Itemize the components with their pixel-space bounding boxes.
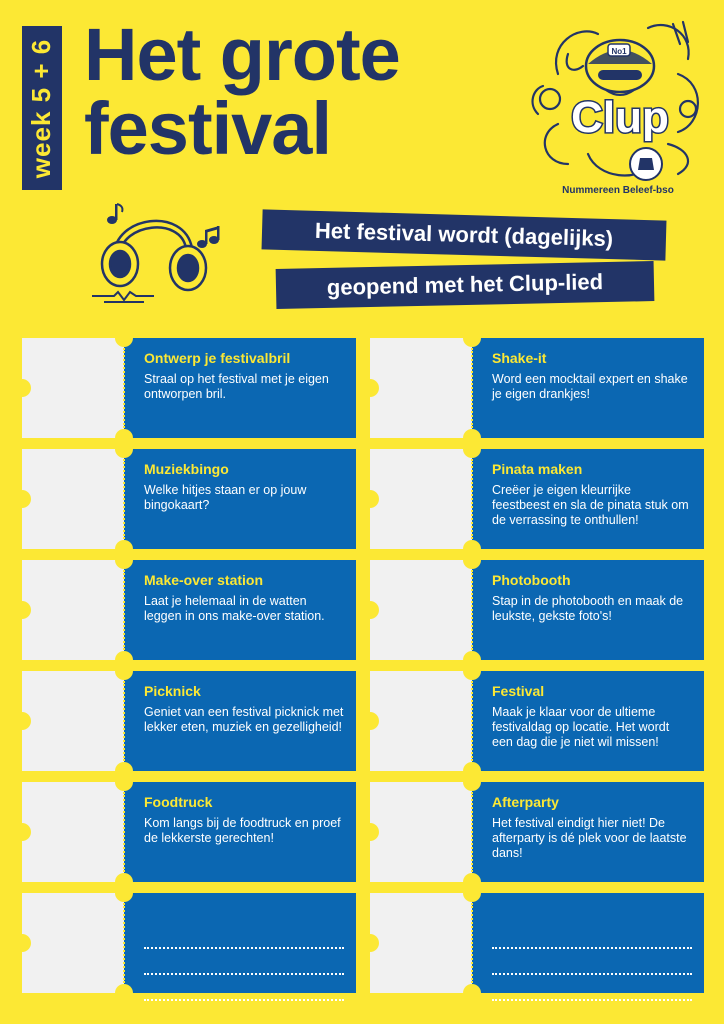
activity-card: [22, 338, 356, 438]
activity-description: Straal op het festival met je eigen ontworpen bril.: [144, 372, 329, 401]
activity-title: Muziekbingo: [144, 461, 229, 477]
activity-title: Picknick: [144, 683, 201, 699]
activity-card: [22, 671, 356, 771]
activity-title: Photobooth: [492, 572, 571, 588]
activity-description: Geniet van een festival picknick met lekker eten, muziek en gezelligheid!: [144, 705, 344, 734]
ticket-stub: [22, 338, 124, 438]
activity-title: Afterparty: [492, 794, 559, 810]
activity-title: Shake-it: [492, 350, 547, 366]
ticket-stub: [22, 782, 124, 882]
ticket-stub: [370, 449, 472, 549]
week-tag: [22, 26, 62, 190]
clup-logo: [528, 14, 708, 184]
ticket-stub: [370, 893, 472, 993]
logo-wordmark: Clup: [571, 93, 669, 142]
activity-title: Foodtruck: [144, 794, 213, 810]
ticket-stub: [370, 338, 472, 438]
blank-activity-card: [370, 893, 704, 993]
page-title-line2: festival: [84, 87, 332, 170]
activity-card: [22, 782, 356, 882]
activity-description: Welke hitjes staan er op jouw bingokaart?: [144, 483, 307, 512]
activity-card: [370, 782, 704, 882]
activity-card: [370, 671, 704, 771]
activity-description: Kom langs bij de foodtruck en proef de lekkerste gerechten!: [144, 816, 341, 845]
banner-line-2-text: geopend met het Clup-lied: [326, 269, 604, 300]
activity-description: Creëer je eigen kleurrijke feestbeest en sla de pinata stuk om de verrassing te onthullen!: [492, 483, 689, 527]
activity-description: Laat je helemaal in de watten leggen in ons make-over station.: [144, 594, 325, 623]
activity-description: Stap in de photobooth en maak de leukste, gekste foto's!: [492, 594, 684, 623]
activity-description: Word een mocktail expert en shake je eigen drankjes!: [492, 372, 688, 401]
ticket-stub: [370, 560, 472, 660]
page-title-line1: Het grote: [84, 13, 400, 96]
activity-card: [370, 338, 704, 438]
banner-line-2: [276, 261, 655, 309]
blank-activity-card: [22, 893, 356, 993]
activity-card: [370, 560, 704, 660]
activity-title: Make-over station: [144, 572, 264, 588]
ticket-stub: [22, 893, 124, 993]
ticket-stub: [370, 782, 472, 882]
page-title: [84, 13, 400, 170]
headphones-icon: [84, 196, 224, 308]
logo-badge: No1: [611, 47, 627, 56]
week-tag-label: week 5 + 6: [26, 38, 57, 178]
activity-description: Maak je klaar voor de ultieme festivaldag op locatie. Het wordt een dag die je niet wil missen!: [492, 705, 670, 749]
ticket-stub: [370, 671, 472, 771]
ticket-stub: [22, 560, 124, 660]
activity-card: [22, 449, 356, 549]
activity-title: Pinata maken: [492, 461, 583, 477]
banner-line-1-text: Het festival wordt (dagelijks): [314, 217, 614, 252]
banner-line-1: [262, 209, 667, 260]
activity-description: Het festival eindigt hier niet! De afterparty is dé plek voor de laatste dans!: [492, 816, 687, 860]
activity-card: [370, 449, 704, 549]
activity-title: Ontwerp je festivalbril: [144, 350, 291, 366]
ticket-stub: [22, 671, 124, 771]
logo-caption: Nummereen Beleef-bso: [562, 185, 674, 196]
blank-write-lines: [144, 923, 344, 1001]
blank-write-lines: [492, 923, 692, 1001]
activity-title: Festival: [492, 683, 545, 699]
ticket-stub: [22, 449, 124, 549]
activity-card: [22, 560, 356, 660]
